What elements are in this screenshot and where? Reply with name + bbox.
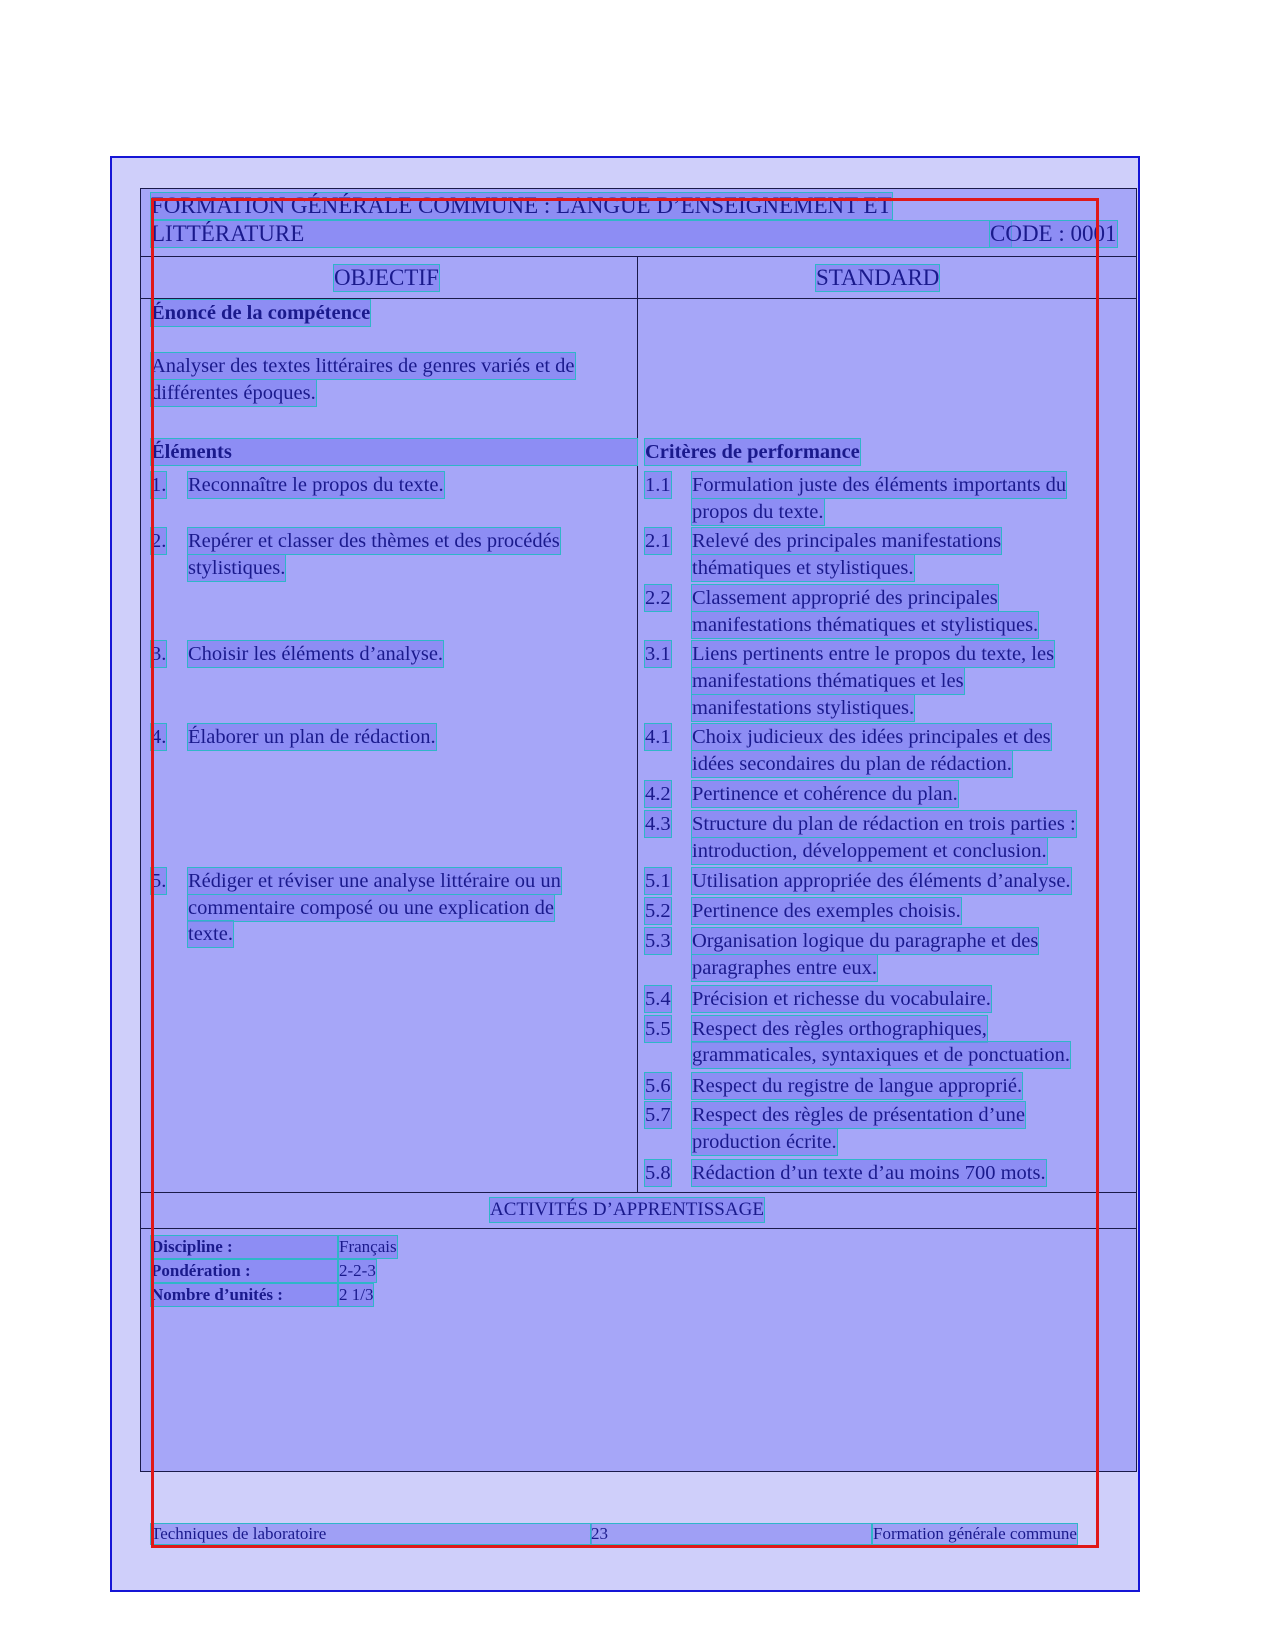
criterion-text: Relevé des principales manifestations bbox=[692, 530, 1002, 552]
criterion-text: Pertinence des exemples choisis. bbox=[692, 900, 961, 922]
criterion-text: Respect du registre de langue approprié. bbox=[692, 1075, 1023, 1097]
criterion-number: 5.3 bbox=[645, 930, 671, 952]
criterion-text: paragraphes entre eux. bbox=[692, 957, 877, 979]
criterion-number: 4.3 bbox=[645, 813, 671, 835]
criterion-text: thématiques et stylistiques. bbox=[692, 557, 914, 579]
competence-heading: Énoncé de la compétence bbox=[151, 302, 371, 324]
competence-text-line1: Analyser des textes littéraires de genres variés et de bbox=[151, 355, 575, 377]
elements-heading: Éléments bbox=[151, 439, 637, 465]
criteria-heading: Critères de performance bbox=[645, 441, 860, 463]
discipline-label: Discipline : bbox=[151, 1236, 337, 1258]
criterion-text: Structure du plan de rédaction en trois parties : bbox=[692, 813, 1076, 835]
discipline-value: Français bbox=[339, 1237, 397, 1256]
criterion-text: Respect des règles orthographiques, bbox=[692, 1018, 987, 1040]
criterion-text: manifestations thématiques et stylistiques. bbox=[692, 614, 1039, 636]
column-header-standard: STANDARD bbox=[816, 265, 940, 290]
criterion-number: 5.2 bbox=[645, 900, 671, 922]
ponderation-value: 2-2-3 bbox=[339, 1261, 376, 1280]
criterion-number: 2.1 bbox=[645, 530, 671, 552]
criterion-text: manifestations stylistiques. bbox=[692, 697, 915, 719]
criterion-number: 5.4 bbox=[645, 988, 671, 1010]
document-title-line2: LITTÉRATURE bbox=[151, 221, 1011, 247]
criterion-text: Utilisation appropriée des éléments d’analyse. bbox=[692, 870, 1071, 892]
criterion-number: 4.2 bbox=[645, 783, 671, 805]
course-code: CODE : 0001 bbox=[990, 221, 1117, 246]
element-text: texte. bbox=[188, 923, 233, 945]
criterion-number: 5.5 bbox=[645, 1018, 671, 1040]
element-number: 4. bbox=[151, 726, 167, 748]
element-number: 5. bbox=[151, 870, 167, 892]
ponderation-label: Pondération : bbox=[151, 1260, 337, 1282]
divider bbox=[140, 1192, 1137, 1193]
divider bbox=[140, 1228, 1137, 1229]
criterion-number: 5.7 bbox=[645, 1104, 671, 1126]
criterion-number: 5.6 bbox=[645, 1075, 671, 1097]
criterion-text: Organisation logique du paragraphe et des bbox=[692, 930, 1039, 952]
element-text: Choisir les éléments d’analyse. bbox=[188, 643, 444, 665]
criterion-text: Choix judicieux des idées principales et des bbox=[692, 726, 1051, 748]
criterion-text: Pertinence et cohérence du plan. bbox=[692, 783, 958, 805]
document-title-line1: FORMATION GÉNÉRALE COMMUNE : LANGUE D’ENSEIGNEMENT ET bbox=[151, 193, 892, 218]
criterion-text: introduction, développement et conclusion. bbox=[692, 840, 1047, 862]
criterion-number: 5.8 bbox=[645, 1162, 671, 1184]
criterion-text: grammaticales, syntaxiques et de ponctuation. bbox=[692, 1044, 1070, 1066]
criterion-text: production écrite. bbox=[692, 1131, 837, 1153]
criterion-text: manifestations thématiques et les bbox=[692, 670, 964, 692]
criterion-text: idées secondaires du plan de rédaction. bbox=[692, 753, 1012, 775]
competence-text-line2: différentes époques. bbox=[151, 382, 316, 404]
criterion-text: Liens pertinents entre le propos du texte, les bbox=[692, 643, 1055, 665]
footer-left: Techniques de laboratoire bbox=[151, 1524, 591, 1544]
element-number: 2. bbox=[151, 530, 167, 552]
footer-right: Formation générale commune bbox=[873, 1524, 1077, 1543]
criterion-number: 3.1 bbox=[645, 643, 671, 665]
element-text: Repérer et classer des thèmes et des procédés bbox=[188, 530, 560, 552]
unites-label: Nombre d’unités : bbox=[151, 1284, 337, 1306]
page-number: 23 bbox=[591, 1524, 871, 1544]
criterion-text: Classement approprié des principales bbox=[692, 587, 998, 609]
criterion-text: Précision et richesse du vocabulaire. bbox=[692, 988, 991, 1010]
column-header-objectif: OBJECTIF bbox=[334, 265, 439, 290]
criterion-number: 5.1 bbox=[645, 870, 671, 892]
element-text: Reconnaître le propos du texte. bbox=[188, 474, 444, 496]
element-number: 1. bbox=[151, 474, 167, 496]
column-divider bbox=[637, 256, 638, 1192]
criterion-number: 1.1 bbox=[645, 474, 671, 496]
element-text: stylistiques. bbox=[188, 557, 286, 579]
criterion-text: propos du texte. bbox=[692, 501, 824, 523]
divider bbox=[140, 256, 1137, 257]
element-text: Élaborer un plan de rédaction. bbox=[188, 726, 436, 748]
divider bbox=[140, 298, 1137, 299]
unites-value: 2 1/3 bbox=[339, 1285, 374, 1304]
criterion-text: Rédaction d’un texte d’au moins 700 mots. bbox=[692, 1162, 1046, 1184]
criterion-number: 2.2 bbox=[645, 587, 671, 609]
criterion-text: Formulation juste des éléments importants du bbox=[692, 474, 1067, 496]
activities-heading: ACTIVITÉS D’APPRENTISSAGE bbox=[490, 1199, 764, 1220]
element-text: commentaire composé ou une explication de bbox=[188, 897, 555, 919]
criterion-number: 4.1 bbox=[645, 726, 671, 748]
criterion-text: Respect des règles de présentation d’une bbox=[692, 1104, 1026, 1126]
element-number: 3. bbox=[151, 643, 167, 665]
element-text: Rédiger et réviser une analyse littéraire ou un bbox=[188, 870, 561, 892]
